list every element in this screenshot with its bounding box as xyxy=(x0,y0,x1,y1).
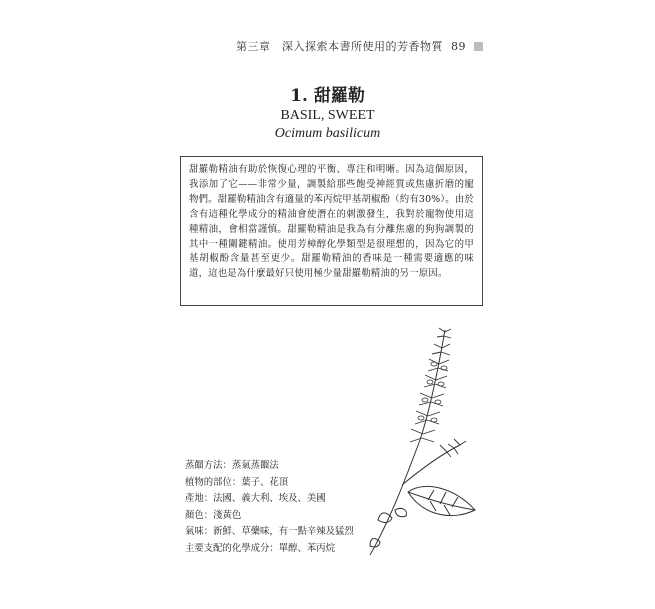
fact-color: 顏色：淺黃色 xyxy=(185,509,242,521)
fact-distillation: 蒸餾方法：蒸氣蒸餾法 xyxy=(185,460,279,471)
title-english: BASIL, SWEET xyxy=(280,108,375,124)
entry-title xyxy=(0,86,655,142)
chapter-title: 第三章 深入探索本書所使用的芳香物質 xyxy=(236,40,443,53)
fact-plant-part: 植物的部位：葉子、花頂 xyxy=(185,476,289,488)
basil-plant-illustration-icon xyxy=(350,320,485,560)
title-chinese: 1. 甜羅勒 xyxy=(290,86,365,106)
title-latin: Ocimum basilicum xyxy=(274,125,381,141)
fact-aroma: 氣味：新鮮、草藥味，有一點辛辣及猛烈 xyxy=(185,526,354,537)
running-header xyxy=(236,38,483,54)
page-number: 89 xyxy=(451,39,466,53)
square-icon xyxy=(474,42,483,51)
fact-origin: 產地：法國、義大利、埃及、美國 xyxy=(185,493,326,504)
description-box xyxy=(180,156,483,306)
description-text: 甜羅勒精油有助於恢復心理的平衡、專注和明晰。因為這個原因，我添加了它——非常少量，調製給那些飽受神經質或焦慮折磨的寵物們。甜羅勒精油含有適量的苯丙烷甲基胡椒酚（約有30%）。由於含有這種化學成分的精油會使潛在的刺激發生，我對於寵物使用這種精油，會相當謹慎。甜羅勒精油是我為有分離焦慮的狗狗調製的其中一種關鍵精油。使用芳樟醇化學類型是很理想的，因為它的甲基胡椒酚含量甚至更少。甜羅勒精油的香味是一種需要適應的味道，這也是為什麼最好只使用極少量甜羅勒精油的另一原因。 xyxy=(189,164,474,280)
facts-list xyxy=(185,458,354,557)
fact-chemistry: 主要支配的化學成分：單醇、苯丙烷 xyxy=(185,542,336,554)
